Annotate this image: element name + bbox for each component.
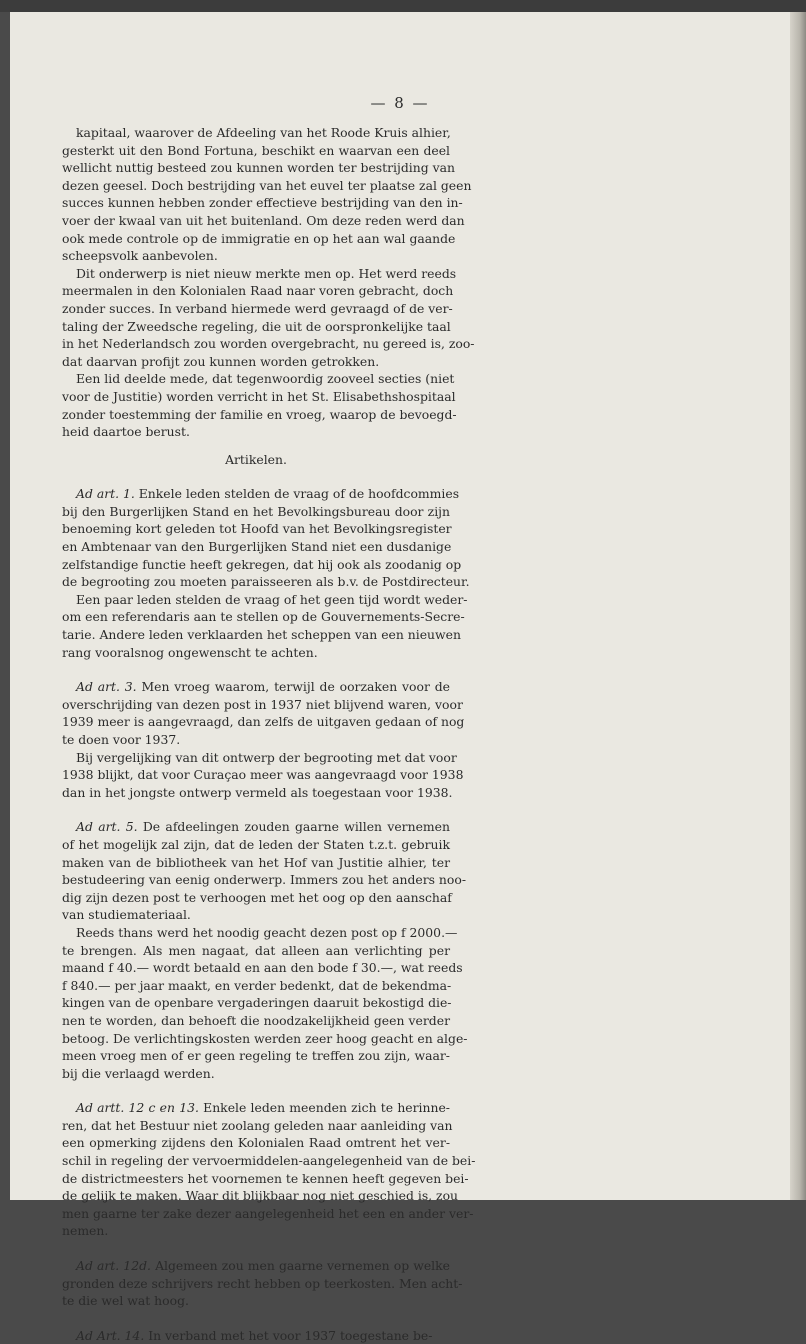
- text-line: succes kunnen hebben zonder effectieve bestrijding van den in-: [62, 195, 463, 211]
- text-line: kingen van de openbare vergaderingen daaruit bekostigd die-: [62, 995, 452, 1011]
- text-line: Reeds thans werd het noodig geacht dezen post op f 2000.—: [76, 924, 458, 940]
- text-line: Dit onderwerp is niet nieuw merkte men op. Het werd reeds: [76, 265, 457, 281]
- text-line: 1939 meer is aangevraagd, dan zelfs de uitgaven gedaan of nog: [62, 714, 465, 730]
- paragraph-gap: [62, 661, 450, 678]
- text-line: voer der kwaal van uit het buitenland. Om deze reden werd dan: [62, 212, 465, 228]
- paragraph-gap: [62, 1240, 450, 1257]
- text-line: wellicht nuttig besteed zou kunnen worden ter bestrijding van: [62, 160, 455, 176]
- text-line: kapitaal, waarover de Afdeeling van het Roode Kruis alhier,: [76, 125, 451, 140]
- text-line: f 840.— per jaar maakt, en verder bedenkt, dat de bekendma-: [62, 977, 452, 993]
- text-line: bij die verlaagd werden.: [62, 1065, 215, 1081]
- paragraph-gap: [62, 1310, 450, 1327]
- text-line: taling der Zweedsche regeling, die uit de oorspronkelijke taal: [62, 318, 451, 334]
- text-line: in het Nederlandsch zou worden overgebracht, nu gereed is, zoo-: [62, 336, 475, 352]
- text-line: meermalen in den Kolonialen Raad naar voren gebracht, doch: [62, 283, 454, 299]
- text-line: gronden deze schrijvers recht hebben op teerkosten. Men acht-: [62, 1275, 463, 1291]
- text-line: zonder toestemming der familie en vroeg, waarop de bevoegd-: [62, 406, 457, 422]
- article-ref: Ad art. 12d.: [76, 1258, 151, 1274]
- article-text: Enkele leden meenden zich te herinne-: [203, 1100, 450, 1116]
- document-page: [10, 12, 790, 1343]
- article-first-line: [62, 1327, 450, 1344]
- text-line: te brengen. Als men nagaat, dat alleen aan verlichting per: [62, 942, 450, 958]
- text-line: meen vroeg men of er geen regeling te treffen zou zijn, waar-: [62, 1048, 450, 1064]
- text-line: of het mogelijk zal zijn, dat de leden der Staten t.z.t. gebruik: [62, 836, 450, 852]
- text-line: bestudeering van eenig onderwerp. Immers zou het anders noo-: [62, 872, 467, 888]
- text-line: maand f 40.— wordt betaald en aan den bode f 30.—, wat reeds: [62, 960, 463, 976]
- page-edge-shadow: [790, 12, 806, 1200]
- article-text: Men vroeg waarom, terwijl de oorzaken voor de: [141, 679, 450, 695]
- text-line: 1938 blijkt, dat voor Curaçao meer was aangevraagd voor 1938: [62, 767, 464, 783]
- text-line: te doen voor 1937.: [62, 732, 181, 747]
- text-line: men gaarne ter zake dezer aangelegenheid het een en ander ver-: [62, 1205, 474, 1221]
- text-line: te die wel wat hoog.: [62, 1293, 189, 1309]
- text-line: Bij vergelijking van dit ontwerp der begrooting met dat voor: [76, 749, 457, 765]
- article-text: Algemeen zou men gaarne vernemen op welke: [155, 1258, 450, 1274]
- text-line: en Ambtenaar van den Burgerlijken Stand niet een dusdanige: [62, 539, 452, 555]
- text-line: van studiemateriaal.: [62, 907, 191, 923]
- article-text: De afdeelingen zouden gaarne willen vernemen: [142, 819, 450, 835]
- article-ref: Ad art. 5.: [76, 819, 138, 835]
- article-ref: Ad artt. 12 c en 13.: [76, 1100, 199, 1116]
- text-line: ook mede controle op de immigratie en op het aan wal gaande: [62, 230, 456, 246]
- text-line: de districtmeesters het voornemen te kennen heeft gegeven bei-: [62, 1170, 469, 1186]
- text-line: overschrijding van dezen post in 1937 niet blijvend waren, voor: [62, 696, 463, 712]
- text-line: dan in het jongste ontwerp vermeld als toegestaan voor 1938.: [62, 784, 453, 800]
- text-line: benoeming kort geleden tot Hoofd van het Bevolkingsregister: [62, 521, 452, 537]
- article-text: In verband met het voor 1937 toegestane be-: [148, 1327, 433, 1343]
- text-line: dat daarvan profijt zou kunnen worden getrokken.: [62, 353, 380, 369]
- text-line: nen te worden, dan behoeft die noodzakelijkheid geen verder: [62, 1012, 450, 1028]
- section-heading: Artikelen.: [225, 451, 287, 467]
- article-first-line: [62, 678, 450, 696]
- text-line: scheepsvolk aanbevolen.: [62, 248, 218, 264]
- article-first-line: [62, 818, 450, 836]
- text-line: betoog. De verlichtingskosten werden zeer hoog geacht en alge-: [62, 1030, 468, 1046]
- text-line: zonder succes. In verband hiermede werd gevraagd of de ver-: [62, 300, 453, 316]
- article-ref: Ad art. 3.: [76, 679, 137, 695]
- text-line: dezen geesel. Doch bestrijding van het euvel ter plaatse zal geen: [62, 177, 472, 193]
- paragraph-gap: [62, 801, 450, 818]
- text-line: om een referendaris aan te stellen op de Gouvernements-Secre-: [62, 609, 465, 625]
- text-line: de gelijk te maken. Waar dit blijkbaar nog niet geschied is, zou: [62, 1188, 459, 1204]
- article-first-line: [62, 1099, 450, 1117]
- body-text: [62, 124, 476, 1344]
- text-line: tarie. Andere leden verklaarden het scheppen van een nieuwen: [62, 627, 461, 643]
- text-line: de begrooting zou moeten paraisseeren als b.v. de Postdirecteur.: [62, 574, 470, 590]
- text-line: rang vooralsnog ongewenscht te achten.: [62, 644, 318, 660]
- text-line: bij den Burgerlijken Stand en het Bevolkingsbureau door zijn: [62, 503, 450, 519]
- text-line: Een lid deelde mede, dat tegenwoordig zooveel secties (niet: [76, 371, 455, 387]
- text-line: dig zijn dezen post te verhoogen met het oog op den aanschaf: [62, 889, 452, 905]
- page-number: — 8 —: [370, 94, 430, 112]
- scan-top-border: [0, 0, 806, 12]
- text-line: heid daartoe berust.: [62, 424, 190, 440]
- article-first-line: [62, 1257, 450, 1275]
- text-line: maken van de bibliotheek van het Hof van Justitie alhier, ter: [62, 854, 450, 870]
- text-line: een opmerking zijdens den Kolonialen Raad omtrent het ver-: [62, 1135, 450, 1151]
- paragraph-gap: [62, 1082, 450, 1099]
- article-first-line: [62, 485, 460, 503]
- text-line: zelfstandige functie heeft gekregen, dat hij ook als zoodanig op: [62, 556, 462, 572]
- article-text: Enkele leden stelden de vraag of de hoofdcommies: [138, 486, 460, 502]
- text-line: Een paar leden stelden de vraag of het geen tijd wordt weder-: [76, 591, 468, 607]
- article-ref: Ad art. 1.: [76, 486, 135, 502]
- text-line: gesterkt uit den Bond Fortuna, beschikt en waarvan een deel: [62, 142, 450, 158]
- text-line: ren, dat het Bestuur niet zoolang geleden naar aanleiding van: [62, 1117, 453, 1133]
- text-line: voor de Justitie) worden verricht in het St. Elisabethshospitaal: [62, 388, 456, 404]
- text-line: schil in regeling der vervoermiddelen-aangelegenheid van de bei-: [62, 1153, 476, 1169]
- article-ref: Ad Art. 14.: [76, 1327, 145, 1343]
- text-line: nemen.: [62, 1223, 109, 1239]
